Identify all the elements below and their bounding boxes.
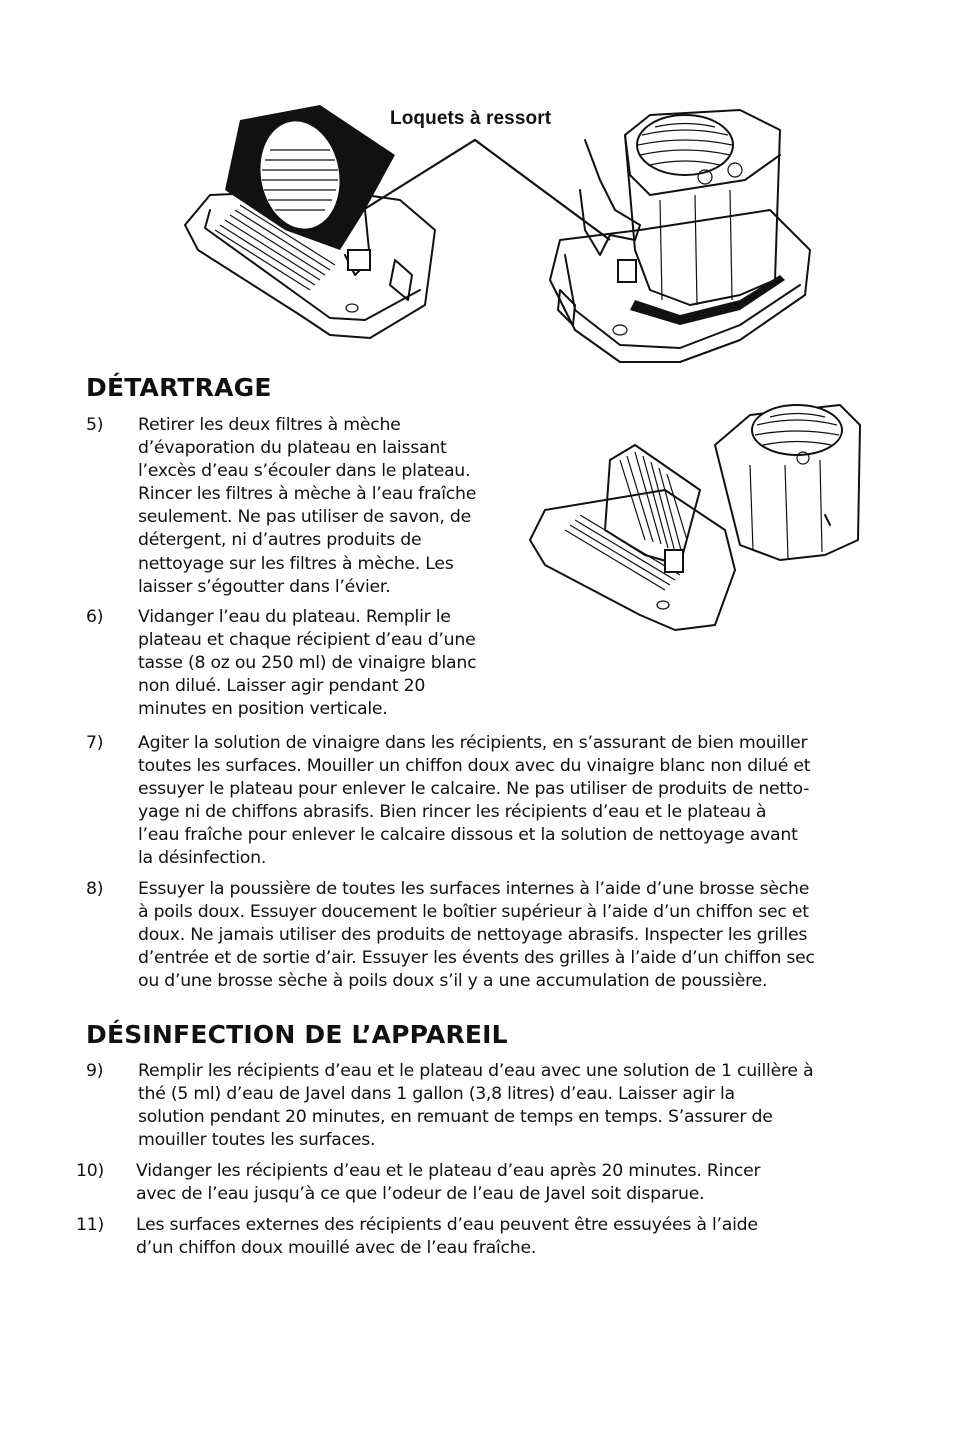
step-number: 6) — [86, 607, 104, 627]
step-text: Retirer les deux filtres à mèche d’évaporation du plateau en laissant l’excès d’eau s’écouler dans le plateau. Rincer les filtres à mèche à l’eau fraîche seulement. Ne pas utiliser de savon, de détergent, ni d’autres produits de nettoyage sur les filtres à mèche. Les laisser s’égoutter dans l’évier. — [138, 415, 477, 597]
step-number: 11) — [76, 1215, 104, 1235]
step-text: Agiter la solution de vinaigre dans les récipients, en s’assurant de bien mouiller toutes les surfaces. Mouiller un chiffon doux avec du vinaigre blanc non dilué et essuyer le plateau pour enlever le calcaire. Ne pas utiliser de produits de netto- yage ni de chiffons abrasifs. Bien rincer les récipients d’eau et le plateau à l’eau fraîche pour enlever le calcaire dissous et la solution de nettoyage avant la désinfection. — [138, 733, 811, 869]
section-title-detartrage: DÉTARTRAGE — [86, 373, 272, 402]
step-number: 5) — [86, 415, 104, 435]
filter-removal-illustration — [525, 390, 865, 640]
spring-latch-callout: Loquets à ressort — [390, 108, 552, 129]
section-title-desinfection: DÉSINFECTION DE L’APPAREIL — [86, 1020, 508, 1049]
step-text: Remplir les récipients d’eau et le plateau d’eau avec une solution de 1 cuillère à thé (5 ml) d’eau de Javel dans 1 gallon (3,8 litres) d’eau. Laisser agir la solution pendant 20 minutes, en remuant de temps en temps. S’assurer de mouiller toutes les surfaces. — [138, 1061, 814, 1151]
step-number: 8) — [86, 879, 104, 899]
step-text: Vidanger les récipients d’eau et le plateau d’eau après 20 minutes. Rincer avec de l’eau jusqu’à ce que l’odeur de l’eau de Javel soit disparue. — [136, 1161, 761, 1205]
step-number: 9) — [86, 1061, 104, 1081]
step-text: Les surfaces externes des récipients d’eau peuvent être essuyées à l’aide d’un chiffon doux mouillé avec de l’eau fraîche. — [136, 1215, 758, 1259]
humidifier-disassembly-illustration — [180, 100, 820, 370]
step-number: 7) — [86, 733, 104, 753]
step-number: 10) — [76, 1161, 104, 1181]
step-text: Essuyer la poussière de toutes les surfaces internes à l’aide d’une brosse sèche à poils doux. Essuyer doucement le boîtier supérieur à l’aide d’un chiffon sec et doux. Ne jamais utiliser des produits de nettoyage abrasifs. Inspecter les grilles d’entrée et de sortie d’air. Essuyer les évents des grilles à l’aide d’un chiffon sec ou d’une brosse sèche à poils doux s’il y a une accumulation de poussière. — [138, 879, 815, 992]
step-text: Vidanger l’eau du plateau. Remplir le plateau et chaque récipient d’eau d’une tasse (8 oz ou 250 ml) de vinaigre blanc non dilué. Laisser agir pendant 20 minutes en position verticale. — [138, 607, 477, 720]
